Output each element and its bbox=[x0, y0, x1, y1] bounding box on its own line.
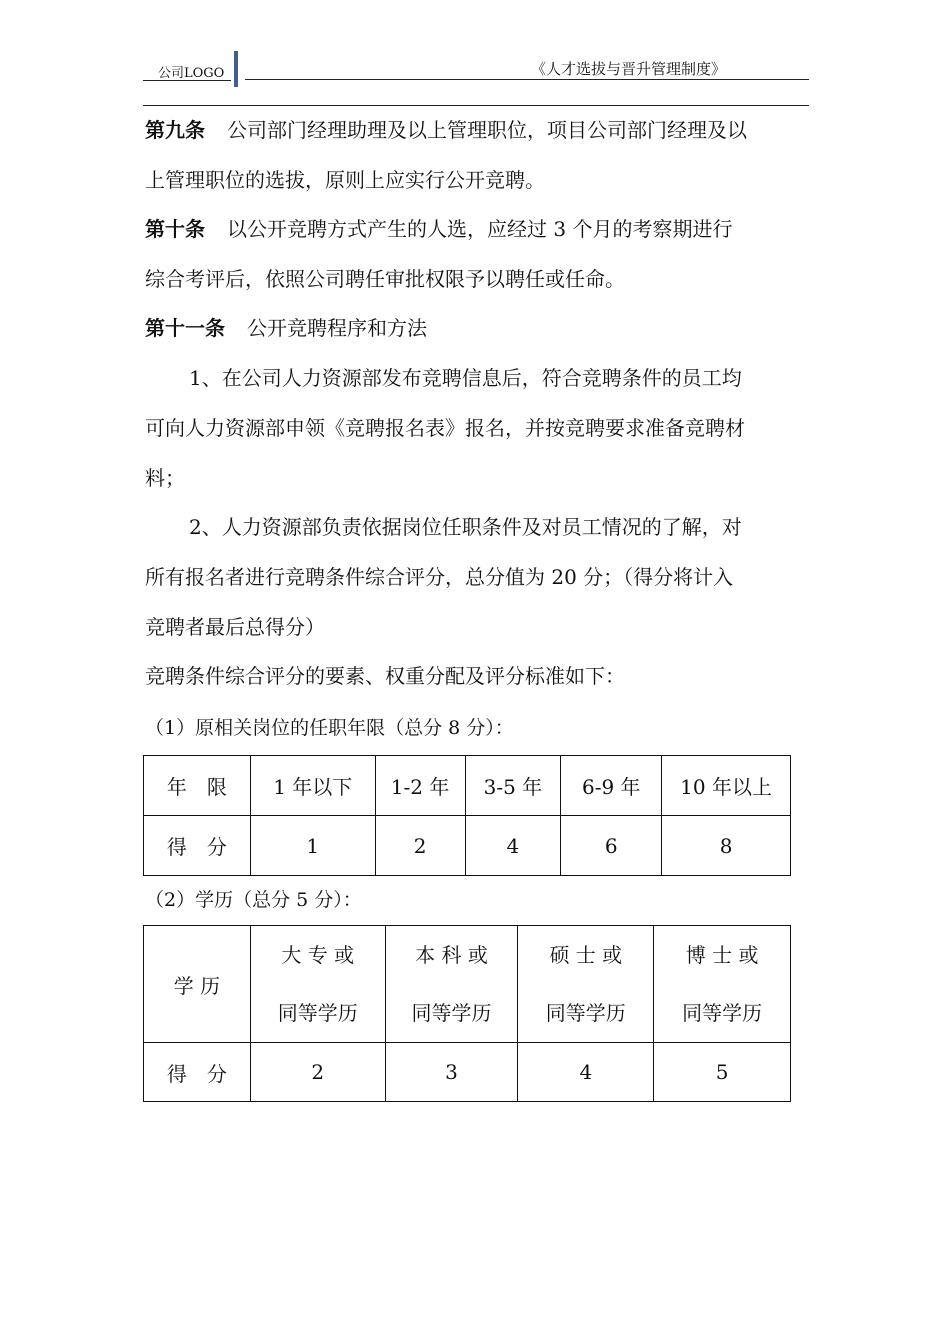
tenure-cell: 6-9 年 bbox=[561, 756, 662, 816]
score-row-label: 得 分 bbox=[144, 1043, 251, 1102]
table1-caption: （1）原相关岗位的任职年限（总分 8 分）： bbox=[145, 717, 514, 739]
tenure-row-label: 年 限 bbox=[144, 756, 251, 816]
education-cell: 本 科 或 同等学历 bbox=[385, 926, 518, 1043]
article-9-line1: 公司部门经理助理及以上管理职位，项目公司部门经理及以 bbox=[227, 118, 747, 142]
item-1-line3: 料； bbox=[145, 466, 185, 490]
tenure-cell: 10 年以上 bbox=[662, 756, 791, 816]
score-cell: 3 bbox=[385, 1043, 518, 1102]
document-title: 《人才选拔与晋升管理制度》 bbox=[531, 60, 727, 78]
score-cell: 2 bbox=[375, 816, 465, 876]
procedure-item-2 bbox=[145, 502, 809, 652]
company-logo-text: 公司LOGO bbox=[158, 66, 225, 81]
article-10-line2: 综合考评后，依照公司聘任审批权限予以聘任或任命。 bbox=[145, 267, 625, 291]
score-cell: 4 bbox=[465, 816, 561, 876]
score-cell: 5 bbox=[654, 1043, 791, 1102]
item-1-line2: 可向人力资源部申领《竞聘报名表》报名，并按竞聘要求准备竞聘材 bbox=[145, 416, 745, 440]
tenure-cell: 1-2 年 bbox=[375, 756, 465, 816]
item-2-line3: 竞聘者最后总得分） bbox=[145, 615, 325, 639]
tenure-cell: 3-5 年 bbox=[465, 756, 561, 816]
item-2-line1: 2、人力资源部负责依据岗位任职条件及对员工情况的了解，对 bbox=[189, 515, 742, 539]
score-cell: 4 bbox=[518, 1043, 654, 1102]
scoring-intro: 竞聘条件综合评分的要素、权重分配及评分标准如下： bbox=[145, 664, 625, 688]
score-cell: 8 bbox=[662, 816, 791, 876]
header-accent-bar bbox=[234, 51, 238, 87]
article-11-label: 第十一条 bbox=[145, 316, 225, 340]
education-cell: 大 专 或 同等学历 bbox=[250, 926, 385, 1043]
score-cell: 2 bbox=[250, 1043, 385, 1102]
article-10-label: 第十条 bbox=[145, 217, 205, 241]
tenure-table bbox=[143, 755, 791, 876]
article-10 bbox=[145, 204, 809, 304]
article-9-line2: 上管理职位的选拔，原则上应实行公开竞聘。 bbox=[145, 168, 545, 192]
table2-caption: （2）学历（总分 5 分）： bbox=[145, 889, 362, 911]
tenure-cell: 1 年以下 bbox=[250, 756, 375, 816]
item-1-line1: 1、在公司人力资源部发布竞聘信息后，符合竞聘条件的员工均 bbox=[189, 366, 742, 390]
article-11-text: 公开竞聘程序和方法 bbox=[247, 316, 427, 340]
education-table bbox=[143, 925, 791, 1102]
article-9-label: 第九条 bbox=[145, 118, 205, 142]
header-underline-left bbox=[143, 80, 231, 81]
score-cell: 1 bbox=[250, 816, 375, 876]
education-cell: 博 士 或 同等学历 bbox=[654, 926, 791, 1043]
score-row-label: 得 分 bbox=[144, 816, 251, 876]
article-10-line1: 以公开竞聘方式产生的人选，应经过 3 个月的考察期进行 bbox=[227, 217, 733, 241]
education-row-label: 学 历 bbox=[144, 926, 251, 1043]
score-cell: 6 bbox=[561, 816, 662, 876]
procedure-item-1 bbox=[145, 353, 809, 503]
education-cell: 硕 士 或 同等学历 bbox=[518, 926, 654, 1043]
item-2-line2: 所有报名者进行竞聘条件综合评分，总分值为 20 分；（得分将计入 bbox=[145, 565, 734, 589]
header-underline-right bbox=[245, 79, 809, 80]
article-11 bbox=[145, 303, 809, 353]
article-9 bbox=[145, 105, 809, 205]
